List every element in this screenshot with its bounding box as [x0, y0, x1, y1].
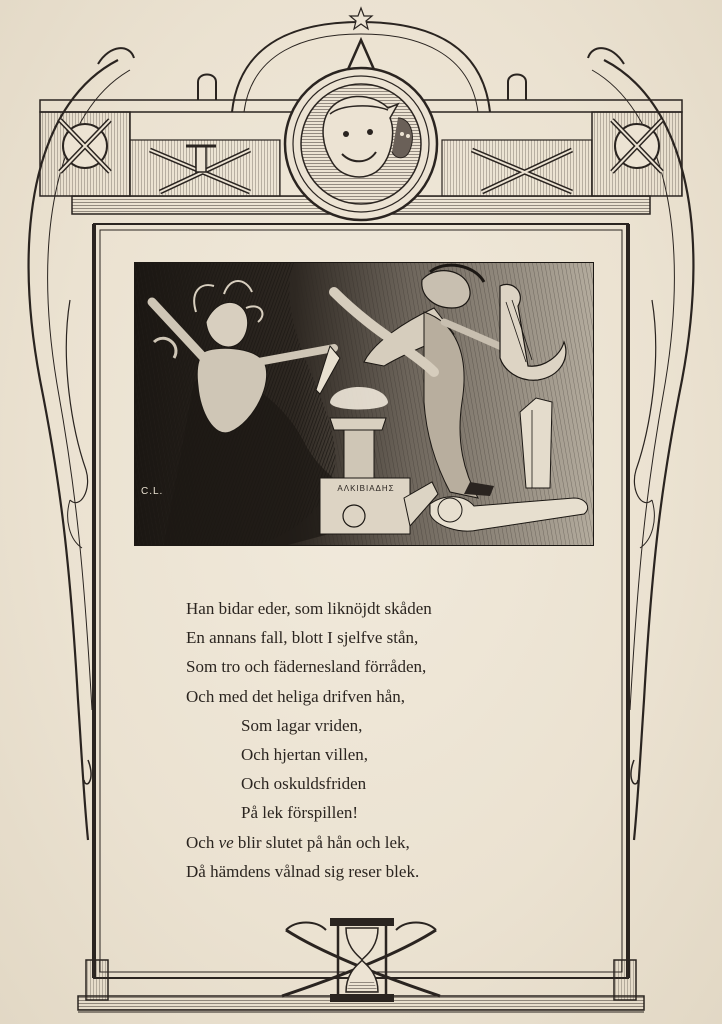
poem-line-start: Och [186, 832, 219, 852]
engraving-illustration [134, 262, 594, 546]
hourglass-emblem [282, 918, 440, 1002]
poem-line: Då hämdens vålnad sig reser blek. [186, 861, 420, 881]
artist-signature: C.L. [141, 486, 164, 497]
poem-line: Han bidar eder, som liknöjdt skåden [186, 599, 432, 618]
poem-line: På lek förspillen! [241, 803, 359, 823]
poem-line: Och oskuldsfriden [241, 774, 367, 794]
poem-line-end: blir slutet på hån och lek, [233, 832, 410, 852]
poem-line: Och hjertan villen, [241, 745, 368, 765]
poem-stanza [186, 594, 566, 886]
poem-line: En annans fall, blott I sjelfve stån, [186, 628, 419, 648]
pedestal-inscription: ΑΛΚΙΒΙΑΔΗΣ [337, 484, 395, 493]
poem-line: Som tro och fädernesland förråden, [186, 657, 427, 677]
poem-line: Som lagar vriden, [241, 715, 363, 735]
poem-line: Och med det heliga drifven hån, [186, 686, 406, 706]
poem-emphasis: ve [218, 832, 234, 852]
poem-line [186, 828, 566, 857]
